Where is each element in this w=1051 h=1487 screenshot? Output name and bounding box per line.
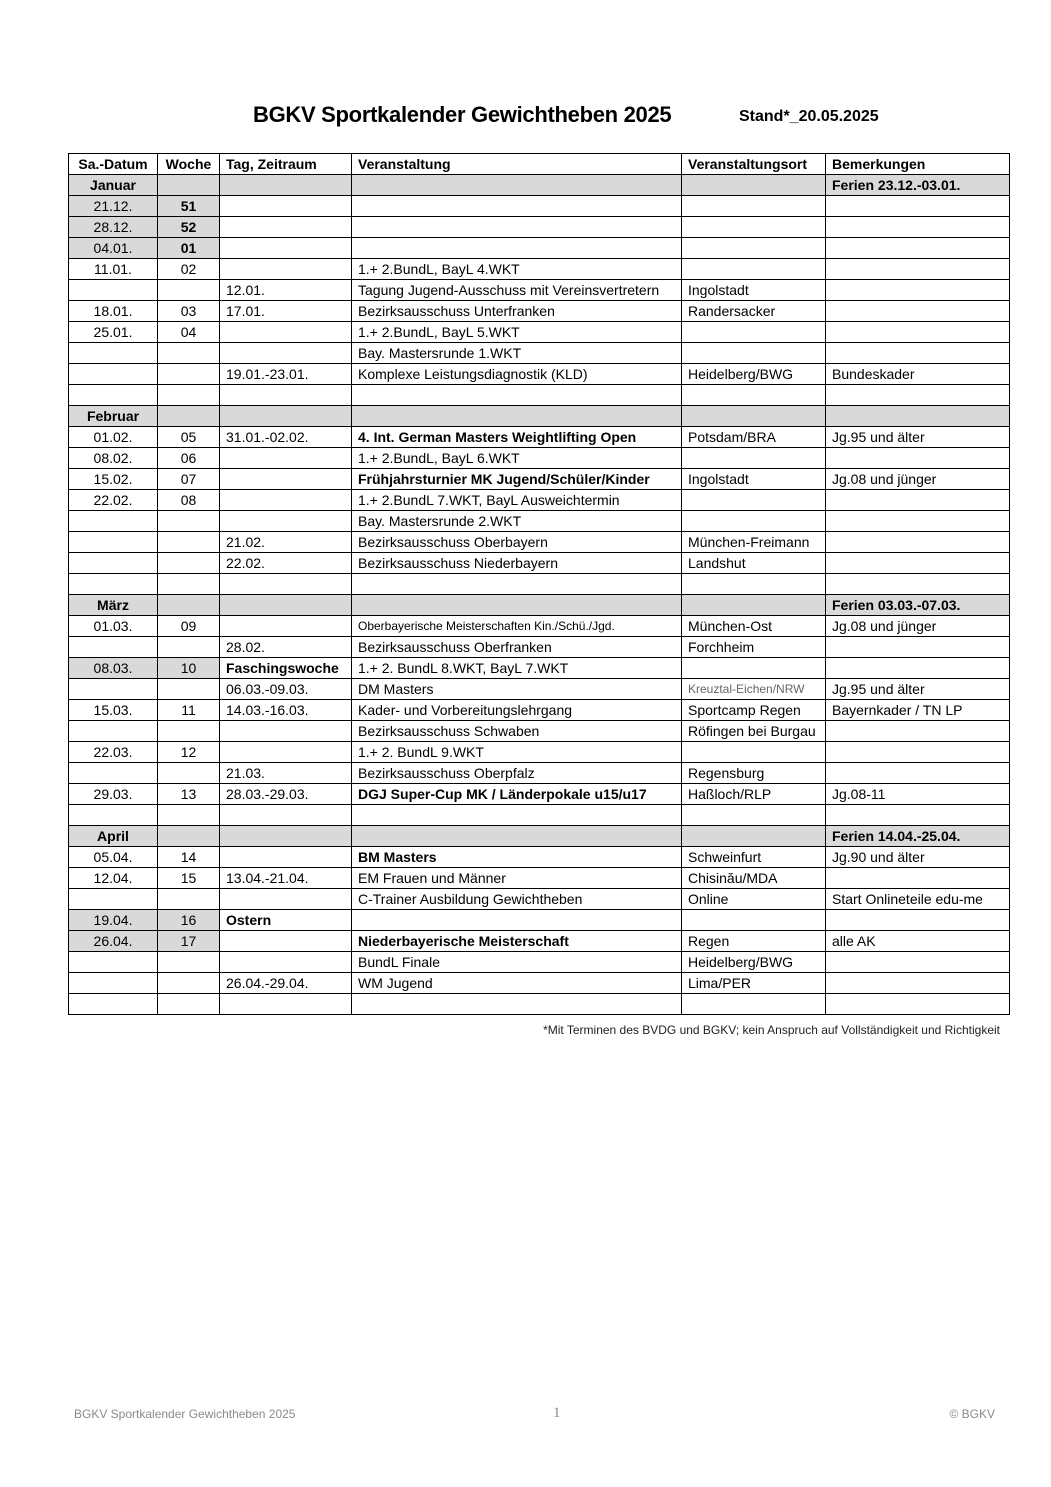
cell-remark bbox=[826, 259, 1010, 280]
cell-day: 28.03.-29.03. bbox=[220, 784, 352, 805]
cell-day bbox=[220, 343, 352, 364]
header-date: Sa.-Datum bbox=[69, 154, 158, 175]
footer-copyright: © BGKV bbox=[949, 1407, 995, 1421]
cell-place bbox=[682, 994, 826, 1015]
cell-event bbox=[352, 994, 682, 1015]
cell-event: DM Masters bbox=[352, 679, 682, 700]
cell-event: Bezirksausschuss Schwaben bbox=[352, 721, 682, 742]
cell-event bbox=[352, 385, 682, 406]
cell-remark bbox=[826, 196, 1010, 217]
table-row bbox=[69, 301, 1010, 322]
cell-event: Bezirksausschuss Niederbayern bbox=[352, 553, 682, 574]
cell-week bbox=[158, 175, 220, 196]
cell-remark: Jg.95 und älter bbox=[826, 427, 1010, 448]
cell-week bbox=[158, 994, 220, 1015]
cell-date: 19.04. bbox=[69, 910, 158, 931]
cell-week bbox=[158, 553, 220, 574]
cell-week: 13 bbox=[158, 784, 220, 805]
cell-remark bbox=[826, 637, 1010, 658]
cell-event: 4. Int. German Masters Weightlifting Open bbox=[352, 427, 682, 448]
cell-place: Heidelberg/BWG bbox=[682, 364, 826, 385]
table-row bbox=[69, 931, 1010, 952]
table-row bbox=[69, 763, 1010, 784]
cell-place bbox=[682, 322, 826, 343]
table-row bbox=[69, 721, 1010, 742]
cell-date bbox=[69, 721, 158, 742]
table-row bbox=[69, 238, 1010, 259]
cell-remark bbox=[826, 385, 1010, 406]
cell-week: 07 bbox=[158, 469, 220, 490]
header-place: Veranstaltungsort bbox=[682, 154, 826, 175]
cell-remark: Jg.08 und jünger bbox=[826, 469, 1010, 490]
cell-remark bbox=[826, 280, 1010, 301]
table-row bbox=[69, 322, 1010, 343]
cell-event: Bezirksausschuss Oberfranken bbox=[352, 637, 682, 658]
cell-place bbox=[682, 805, 826, 826]
cell-day bbox=[220, 259, 352, 280]
cell-event bbox=[352, 574, 682, 595]
cell-date bbox=[69, 511, 158, 532]
cell-remark bbox=[826, 406, 1010, 427]
cell-remark bbox=[826, 658, 1010, 679]
cell-day bbox=[220, 994, 352, 1015]
cell-remark bbox=[826, 910, 1010, 931]
cell-event: Komplexe Leistungsdiagnostik (KLD) bbox=[352, 364, 682, 385]
footer-page-number: 1 bbox=[553, 1405, 561, 1421]
table-row bbox=[69, 805, 1010, 826]
cell-place bbox=[682, 238, 826, 259]
cell-event bbox=[352, 217, 682, 238]
cell-week: 06 bbox=[158, 448, 220, 469]
cell-day: 19.01.-23.01. bbox=[220, 364, 352, 385]
cell-remark bbox=[826, 994, 1010, 1015]
cell-place bbox=[682, 196, 826, 217]
footnote: *Mit Terminen des BVDG und BGKV; kein Anspruch auf Vollständigkeit und Richtigkeit bbox=[543, 1023, 1000, 1037]
cell-date: 08.02. bbox=[69, 448, 158, 469]
cell-day bbox=[220, 490, 352, 511]
table-row bbox=[69, 553, 1010, 574]
cell-place: Forchheim bbox=[682, 637, 826, 658]
cell-place bbox=[682, 742, 826, 763]
cell-day bbox=[220, 217, 352, 238]
cell-day bbox=[220, 826, 352, 847]
cell-week: 11 bbox=[158, 700, 220, 721]
cell-remark bbox=[826, 973, 1010, 994]
cell-remark: Bayernkader / TN LP bbox=[826, 700, 1010, 721]
cell-remark: Jg.08 und jünger bbox=[826, 616, 1010, 637]
cell-week: 08 bbox=[158, 490, 220, 511]
cell-week bbox=[158, 721, 220, 742]
cell-remark bbox=[826, 448, 1010, 469]
cell-week bbox=[158, 952, 220, 973]
cell-event: Bezirksausschuss Unterfranken bbox=[352, 301, 682, 322]
cell-place: Randersacker bbox=[682, 301, 826, 322]
cell-remark: Ferien 14.04.-25.04. bbox=[826, 826, 1010, 847]
table-row bbox=[69, 910, 1010, 931]
cell-place: Online bbox=[682, 889, 826, 910]
cell-event: C-Trainer Ausbildung Gewichtheben bbox=[352, 889, 682, 910]
cell-day: Faschingswoche bbox=[220, 658, 352, 679]
cell-place: Chisinău/MDA bbox=[682, 868, 826, 889]
cell-event: WM Jugend bbox=[352, 973, 682, 994]
footer-title: BGKV Sportkalender Gewichtheben 2025 bbox=[74, 1407, 296, 1421]
table-row bbox=[69, 973, 1010, 994]
table-row bbox=[69, 952, 1010, 973]
cell-place bbox=[682, 406, 826, 427]
cell-date: 01.03. bbox=[69, 616, 158, 637]
cell-place: Haßloch/RLP bbox=[682, 784, 826, 805]
cell-date: 12.04. bbox=[69, 868, 158, 889]
header-remark: Bemerkungen bbox=[826, 154, 1010, 175]
cell-remark bbox=[826, 721, 1010, 742]
cell-day bbox=[220, 385, 352, 406]
header-week: Woche bbox=[158, 154, 220, 175]
cell-date: 22.03. bbox=[69, 742, 158, 763]
cell-date bbox=[69, 574, 158, 595]
cell-date: 08.03. bbox=[69, 658, 158, 679]
cell-date bbox=[69, 805, 158, 826]
table-row bbox=[69, 217, 1010, 238]
cell-place: Sportcamp Regen bbox=[682, 700, 826, 721]
cell-day bbox=[220, 805, 352, 826]
calendar-table bbox=[68, 153, 1010, 1015]
cell-week bbox=[158, 385, 220, 406]
month-row bbox=[69, 175, 1010, 196]
cell-day bbox=[220, 889, 352, 910]
cell-date bbox=[69, 952, 158, 973]
cell-date: 11.01. bbox=[69, 259, 158, 280]
cell-remark bbox=[826, 868, 1010, 889]
cell-week: 16 bbox=[158, 910, 220, 931]
title-area bbox=[0, 102, 1051, 138]
cell-place bbox=[682, 910, 826, 931]
cell-event bbox=[352, 595, 682, 616]
cell-place: Heidelberg/BWG bbox=[682, 952, 826, 973]
cell-event: BM Masters bbox=[352, 847, 682, 868]
cell-place bbox=[682, 826, 826, 847]
cell-event bbox=[352, 910, 682, 931]
cell-date bbox=[69, 973, 158, 994]
cell-day: Ostern bbox=[220, 910, 352, 931]
cell-remark bbox=[826, 574, 1010, 595]
month-row bbox=[69, 826, 1010, 847]
cell-remark: Jg.08-11 bbox=[826, 784, 1010, 805]
cell-remark bbox=[826, 343, 1010, 364]
cell-remark: Ferien 03.03.-07.03. bbox=[826, 595, 1010, 616]
cell-week bbox=[158, 574, 220, 595]
cell-date bbox=[69, 385, 158, 406]
cell-date bbox=[69, 553, 158, 574]
cell-place bbox=[682, 217, 826, 238]
cell-event: Niederbayerische Meisterschaft bbox=[352, 931, 682, 952]
cell-place bbox=[682, 490, 826, 511]
cell-remark bbox=[826, 322, 1010, 343]
cell-week bbox=[158, 532, 220, 553]
cell-date: 28.12. bbox=[69, 217, 158, 238]
cell-event bbox=[352, 805, 682, 826]
cell-date: 22.02. bbox=[69, 490, 158, 511]
calendar-body bbox=[69, 175, 1010, 1015]
cell-place: Regen bbox=[682, 931, 826, 952]
cell-place: Lima/PER bbox=[682, 973, 826, 994]
cell-date: 29.03. bbox=[69, 784, 158, 805]
cell-week bbox=[158, 637, 220, 658]
cell-day bbox=[220, 952, 352, 973]
cell-event: DGJ Super-Cup MK / Länderpokale u15/u17 bbox=[352, 784, 682, 805]
cell-remark: Jg.95 und älter bbox=[826, 679, 1010, 700]
cell-place: Schweinfurt bbox=[682, 847, 826, 868]
cell-week bbox=[158, 805, 220, 826]
cell-day bbox=[220, 469, 352, 490]
cell-day bbox=[220, 616, 352, 637]
cell-event: 1.+ 2. BundL 9.WKT bbox=[352, 742, 682, 763]
cell-date: 21.12. bbox=[69, 196, 158, 217]
table-row bbox=[69, 385, 1010, 406]
cell-week bbox=[158, 595, 220, 616]
cell-place bbox=[682, 595, 826, 616]
cell-event: 1.+ 2.BundL, BayL 5.WKT bbox=[352, 322, 682, 343]
cell-day: 21.03. bbox=[220, 763, 352, 784]
cell-week bbox=[158, 406, 220, 427]
cell-event bbox=[352, 826, 682, 847]
table-row bbox=[69, 196, 1010, 217]
cell-place: Potsdam/BRA bbox=[682, 427, 826, 448]
cell-place bbox=[682, 448, 826, 469]
cell-week: 51 bbox=[158, 196, 220, 217]
cell-date: 15.02. bbox=[69, 469, 158, 490]
cell-week: 01 bbox=[158, 238, 220, 259]
cell-week bbox=[158, 280, 220, 301]
table-row bbox=[69, 889, 1010, 910]
cell-remark: Start Onlineteile edu-me bbox=[826, 889, 1010, 910]
cell-remark bbox=[826, 301, 1010, 322]
cell-event bbox=[352, 196, 682, 217]
cell-day: 13.04.-21.04. bbox=[220, 868, 352, 889]
cell-place bbox=[682, 574, 826, 595]
cell-event: 1.+ 2. BundL 8.WKT, BayL 7.WKT bbox=[352, 658, 682, 679]
cell-remark bbox=[826, 805, 1010, 826]
cell-event: EM Frauen und Männer bbox=[352, 868, 682, 889]
table-row bbox=[69, 658, 1010, 679]
cell-date: 18.01. bbox=[69, 301, 158, 322]
table-row bbox=[69, 469, 1010, 490]
cell-date: März bbox=[69, 595, 158, 616]
cell-week bbox=[158, 511, 220, 532]
cell-event bbox=[352, 406, 682, 427]
document-stand-date: Stand*_20.05.2025 bbox=[739, 108, 879, 125]
table-row bbox=[69, 343, 1010, 364]
cell-date: 04.01. bbox=[69, 238, 158, 259]
cell-remark: Jg.90 und älter bbox=[826, 847, 1010, 868]
cell-remark bbox=[826, 763, 1010, 784]
cell-remark bbox=[826, 532, 1010, 553]
table-row bbox=[69, 511, 1010, 532]
cell-remark: Bundeskader bbox=[826, 364, 1010, 385]
cell-date: Februar bbox=[69, 406, 158, 427]
cell-date: 15.03. bbox=[69, 700, 158, 721]
cell-day bbox=[220, 406, 352, 427]
table-row bbox=[69, 448, 1010, 469]
cell-week bbox=[158, 826, 220, 847]
cell-event: BundL Finale bbox=[352, 952, 682, 973]
table-row bbox=[69, 427, 1010, 448]
cell-date: Januar bbox=[69, 175, 158, 196]
cell-week: 03 bbox=[158, 301, 220, 322]
table-row bbox=[69, 532, 1010, 553]
cell-week: 17 bbox=[158, 931, 220, 952]
cell-day: 12.01. bbox=[220, 280, 352, 301]
cell-date bbox=[69, 532, 158, 553]
cell-date bbox=[69, 679, 158, 700]
cell-week bbox=[158, 364, 220, 385]
cell-week: 52 bbox=[158, 217, 220, 238]
header-row bbox=[69, 154, 1010, 175]
cell-event: Bezirksausschuss Oberpfalz bbox=[352, 763, 682, 784]
cell-event: Bay. Mastersrunde 1.WKT bbox=[352, 343, 682, 364]
cell-week bbox=[158, 343, 220, 364]
cell-event: Bezirksausschuss Oberbayern bbox=[352, 532, 682, 553]
table-row bbox=[69, 847, 1010, 868]
table-row bbox=[69, 490, 1010, 511]
cell-day bbox=[220, 238, 352, 259]
header-event: Veranstaltung bbox=[352, 154, 682, 175]
table-row bbox=[69, 868, 1010, 889]
cell-event: 1.+ 2.BundL, BayL 4.WKT bbox=[352, 259, 682, 280]
month-row bbox=[69, 595, 1010, 616]
table-row bbox=[69, 637, 1010, 658]
cell-day bbox=[220, 574, 352, 595]
cell-event bbox=[352, 238, 682, 259]
month-row bbox=[69, 406, 1010, 427]
cell-event: Kader- und Vorbereitungslehrgang bbox=[352, 700, 682, 721]
cell-event: Oberbayerische Meisterschaften Kin./Schü./Jgd. bbox=[352, 616, 682, 637]
cell-place bbox=[682, 343, 826, 364]
cell-event: Frühjahrsturnier MK Jugend/Schüler/Kinder bbox=[352, 469, 682, 490]
cell-place bbox=[682, 259, 826, 280]
cell-event: 1.+ 2.BundL 7.WKT, BayL Ausweichtermin bbox=[352, 490, 682, 511]
cell-date bbox=[69, 364, 158, 385]
cell-week: 02 bbox=[158, 259, 220, 280]
cell-place bbox=[682, 511, 826, 532]
cell-day bbox=[220, 931, 352, 952]
table-row bbox=[69, 994, 1010, 1015]
table-row bbox=[69, 280, 1010, 301]
cell-day: 17.01. bbox=[220, 301, 352, 322]
cell-day: 14.03.-16.03. bbox=[220, 700, 352, 721]
table-row bbox=[69, 742, 1010, 763]
cell-date bbox=[69, 994, 158, 1015]
cell-date bbox=[69, 763, 158, 784]
cell-remark bbox=[826, 511, 1010, 532]
table-row bbox=[69, 574, 1010, 595]
cell-place: München-Ost bbox=[682, 616, 826, 637]
table-row bbox=[69, 616, 1010, 637]
cell-week bbox=[158, 889, 220, 910]
cell-event bbox=[352, 175, 682, 196]
table-row bbox=[69, 700, 1010, 721]
cell-remark: Ferien 23.12.-03.01. bbox=[826, 175, 1010, 196]
cell-day: 28.02. bbox=[220, 637, 352, 658]
cell-date: 25.01. bbox=[69, 322, 158, 343]
cell-place bbox=[682, 175, 826, 196]
cell-date: April bbox=[69, 826, 158, 847]
table-row bbox=[69, 784, 1010, 805]
cell-remark bbox=[826, 238, 1010, 259]
cell-date: 05.04. bbox=[69, 847, 158, 868]
cell-place bbox=[682, 385, 826, 406]
cell-day bbox=[220, 721, 352, 742]
cell-day: 26.04.-29.04. bbox=[220, 973, 352, 994]
cell-day bbox=[220, 742, 352, 763]
cell-place: Regensburg bbox=[682, 763, 826, 784]
cell-place: Kreuztal-Eichen/NRW bbox=[682, 679, 826, 700]
table-row bbox=[69, 259, 1010, 280]
cell-date bbox=[69, 637, 158, 658]
cell-week: 10 bbox=[158, 658, 220, 679]
cell-day bbox=[220, 847, 352, 868]
cell-remark bbox=[826, 217, 1010, 238]
cell-day bbox=[220, 196, 352, 217]
cell-date bbox=[69, 280, 158, 301]
cell-day bbox=[220, 322, 352, 343]
cell-date bbox=[69, 889, 158, 910]
cell-place: Landshut bbox=[682, 553, 826, 574]
cell-week: 15 bbox=[158, 868, 220, 889]
cell-remark bbox=[826, 553, 1010, 574]
cell-remark bbox=[826, 490, 1010, 511]
cell-event: Tagung Jugend-Ausschuss mit Vereinsvertretern bbox=[352, 280, 682, 301]
cell-day: 21.02. bbox=[220, 532, 352, 553]
cell-week bbox=[158, 763, 220, 784]
cell-remark: alle AK bbox=[826, 931, 1010, 952]
table-row bbox=[69, 364, 1010, 385]
cell-week bbox=[158, 973, 220, 994]
cell-remark bbox=[826, 742, 1010, 763]
cell-place: München-Freimann bbox=[682, 532, 826, 553]
cell-remark bbox=[826, 952, 1010, 973]
cell-event: 1.+ 2.BundL, BayL 6.WKT bbox=[352, 448, 682, 469]
cell-day: 22.02. bbox=[220, 553, 352, 574]
cell-week: 09 bbox=[158, 616, 220, 637]
cell-week: 12 bbox=[158, 742, 220, 763]
cell-date bbox=[69, 343, 158, 364]
cell-place: Röfingen bei Burgau bbox=[682, 721, 826, 742]
header-day: Tag, Zeitraum bbox=[220, 154, 352, 175]
cell-day bbox=[220, 448, 352, 469]
document-title: BGKV Sportkalender Gewichtheben 2025 bbox=[253, 102, 672, 127]
cell-week: 14 bbox=[158, 847, 220, 868]
cell-place: Ingolstadt bbox=[682, 280, 826, 301]
cell-day bbox=[220, 511, 352, 532]
cell-date: 26.04. bbox=[69, 931, 158, 952]
cell-day bbox=[220, 175, 352, 196]
cell-event: Bay. Mastersrunde 2.WKT bbox=[352, 511, 682, 532]
cell-day: 31.01.-02.02. bbox=[220, 427, 352, 448]
cell-week: 05 bbox=[158, 427, 220, 448]
cell-day bbox=[220, 595, 352, 616]
cell-date: 01.02. bbox=[69, 427, 158, 448]
cell-day: 06.03.-09.03. bbox=[220, 679, 352, 700]
cell-place: Ingolstadt bbox=[682, 469, 826, 490]
cell-week: 04 bbox=[158, 322, 220, 343]
cell-place bbox=[682, 658, 826, 679]
table-row bbox=[69, 679, 1010, 700]
cell-week bbox=[158, 679, 220, 700]
